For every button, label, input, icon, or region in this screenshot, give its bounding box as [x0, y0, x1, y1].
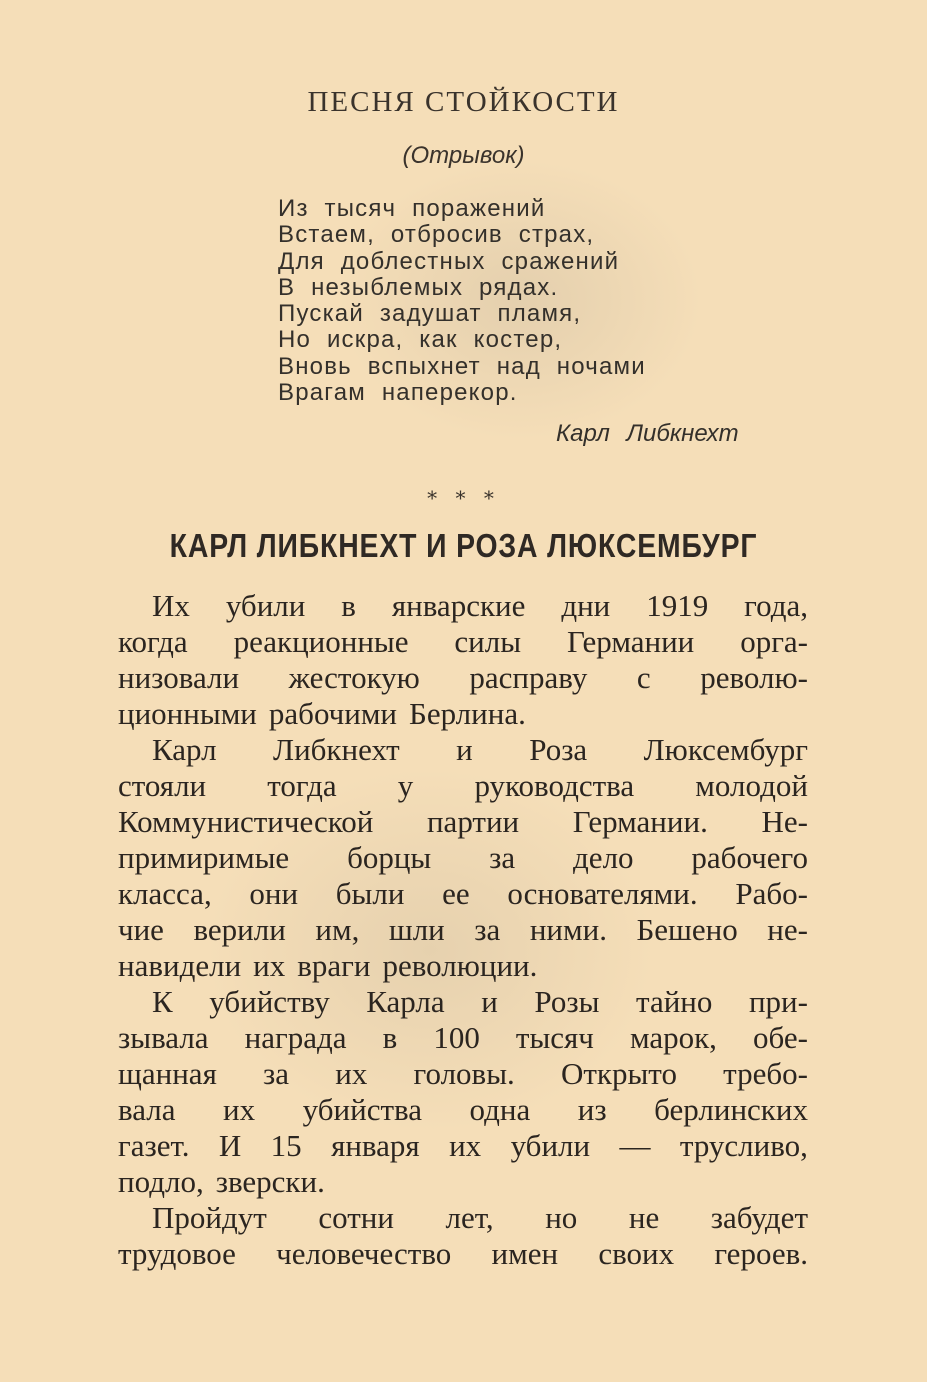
article-line [118, 1164, 808, 1200]
poem-title: ПЕСНЯ СТОЙКОСТИ [307, 86, 620, 118]
article-line [118, 1020, 808, 1056]
article-word: дело [573, 840, 634, 875]
article-word: верили [193, 912, 286, 947]
article-word: вала [118, 1092, 176, 1127]
article-word: января [331, 1128, 420, 1163]
article-word: с [636, 660, 651, 695]
article-word: зверски. [215, 1164, 325, 1199]
article-word: Германии. [572, 804, 708, 839]
article-word: тогда [267, 768, 337, 803]
article-line [118, 1128, 808, 1164]
article-word: и [481, 984, 498, 1019]
article-word: низовали [118, 660, 240, 695]
article-word: и [456, 732, 473, 767]
article-word: расправу [469, 660, 588, 695]
article-word: человечество [276, 1236, 452, 1271]
article-word: чие [118, 912, 164, 947]
article-word: ними. [529, 912, 607, 947]
poem-subtitle: (Отрывок) [402, 142, 525, 169]
article-word: Либкнехт [273, 732, 400, 767]
article-word: подло, [118, 1164, 204, 1199]
article-line [118, 948, 808, 984]
article-word: газет. [118, 1128, 190, 1163]
article-line [118, 912, 808, 948]
article-line [118, 768, 808, 804]
article-word: убили [225, 588, 306, 623]
article-word: Не- [761, 804, 808, 839]
article-title: КАРЛ ЛИБКНЕХТ И РОЗА ЛЮКСЕМБУРГ [169, 527, 758, 564]
article-line [118, 1092, 808, 1128]
article-word: забудет [710, 1200, 808, 1235]
article-word: были [335, 876, 405, 911]
article-word: убийству [209, 984, 330, 1019]
article-word: тысяч [515, 1020, 594, 1055]
poem-line: Вновь вспыхнет над ночами [278, 352, 646, 380]
article-word: борцы [347, 840, 432, 875]
article-word: молодой [695, 768, 808, 803]
article-word: силы [454, 624, 522, 659]
article-word: награда [244, 1020, 347, 1055]
article-word: Открыто [560, 1056, 677, 1091]
article-word: при- [748, 984, 808, 1019]
poem-line: Врагам наперекор. [278, 379, 518, 407]
article-word: за [263, 1056, 290, 1091]
article-line [118, 876, 808, 912]
article-word: орга- [740, 624, 808, 659]
article-word: январские [391, 588, 526, 623]
article-word: из [577, 1092, 607, 1127]
article-word: Роза [529, 732, 588, 767]
article-word: Рабо- [735, 876, 808, 911]
article-word: рабочими [268, 696, 398, 731]
article-word: 15 [270, 1128, 302, 1163]
article-word: навидели [118, 948, 242, 983]
article-word: в [341, 588, 356, 623]
article-line [118, 1056, 808, 1092]
article-word: трудовое [118, 1236, 236, 1271]
article-word: Люксембург [643, 732, 808, 767]
article-word: но [545, 1200, 578, 1235]
article-word: головы. [413, 1056, 515, 1091]
article-word: убийства [302, 1092, 422, 1127]
article-word: им, [315, 912, 360, 947]
article-word: одна [469, 1092, 531, 1127]
article-word: стояли [118, 768, 207, 803]
article-line [118, 696, 808, 732]
article-word: Карла [366, 984, 445, 1019]
article-word: Берлина. [409, 696, 526, 731]
article-word: щанная [118, 1056, 217, 1091]
article-word: основателями. [507, 876, 698, 911]
article-word: их [449, 1128, 482, 1163]
article-word: дни [561, 588, 611, 623]
article-word: года, [744, 588, 808, 623]
article-word: ционными [118, 696, 257, 731]
article-word: примиримые [118, 840, 290, 875]
article-word: рабочего [691, 840, 808, 875]
article-word: героев. [714, 1236, 808, 1271]
poem-line: Пускай задушат пламя, [278, 300, 582, 328]
article-word: зывала [118, 1020, 209, 1055]
article-word: марок, [629, 1020, 717, 1055]
article-word: убили [510, 1128, 591, 1163]
article-line [118, 804, 808, 840]
article-word: требо- [723, 1056, 808, 1091]
article-word: имен [491, 1236, 559, 1271]
article-word: трусливо, [679, 1128, 808, 1163]
article-word: их [335, 1056, 368, 1091]
article-word: их [223, 1092, 256, 1127]
article-word: И [218, 1128, 242, 1163]
article-word: 1919 [646, 588, 709, 623]
article-word: за [489, 840, 516, 875]
article-line [118, 1236, 808, 1272]
article-word: — [619, 1128, 651, 1163]
article-word: партии [426, 804, 520, 839]
article-body [118, 588, 808, 1272]
article-line [118, 1200, 808, 1236]
article-word: класса, [118, 876, 212, 911]
article-word: К [152, 984, 173, 1019]
article-line [118, 984, 808, 1020]
article-word: враги [297, 948, 371, 983]
article-word: Розы [534, 984, 600, 1019]
article-word: не [628, 1200, 660, 1235]
poem-line: Для доблестных сражений [278, 247, 620, 275]
article-word: не- [767, 912, 808, 947]
article-word: Карл [152, 732, 217, 767]
article-line [118, 624, 808, 660]
article-word: Бешено [636, 912, 738, 947]
poem-line: В незыблемых рядах. [278, 273, 559, 301]
poem-author: Карл Либкнехт [556, 420, 739, 447]
poem-line: Из тысяч поражений [278, 195, 546, 222]
article-word: за [474, 912, 501, 947]
poem-line: Но искра, как костер, [278, 326, 563, 354]
article-word: революции. [382, 948, 538, 983]
article-word: Коммунистической [118, 804, 374, 839]
poem-line: Встаем, отбросив страх, [278, 221, 595, 249]
article-word: берлинских [654, 1092, 808, 1127]
section-separator: * * * [427, 486, 500, 510]
article-word: своих [598, 1236, 675, 1271]
article-word: жестокую [288, 660, 420, 695]
article-word: руководства [474, 768, 635, 803]
article-line [118, 588, 808, 624]
article-line [118, 840, 808, 876]
article-line [118, 660, 808, 696]
article-word: в [382, 1020, 398, 1055]
article-word: реакционные [233, 624, 409, 659]
article-word: револю- [700, 660, 808, 695]
article-word: шли [388, 912, 445, 947]
article-word: лет, [445, 1200, 494, 1235]
article-word: обе- [753, 1020, 808, 1055]
article-word: Их [152, 588, 190, 623]
article-line [118, 732, 808, 768]
article-word: Германии [566, 624, 695, 659]
article-word: сотни [318, 1200, 394, 1235]
article-word: их [253, 948, 286, 983]
article-word: Пройдут [152, 1200, 267, 1235]
article-word: 100 [433, 1020, 480, 1055]
article-word: тайно [636, 984, 713, 1019]
article-word: у [397, 768, 414, 803]
article-word: ее [442, 876, 470, 911]
article-word: они [249, 876, 299, 911]
poem-body [278, 196, 646, 406]
article-word: когда [118, 624, 188, 659]
